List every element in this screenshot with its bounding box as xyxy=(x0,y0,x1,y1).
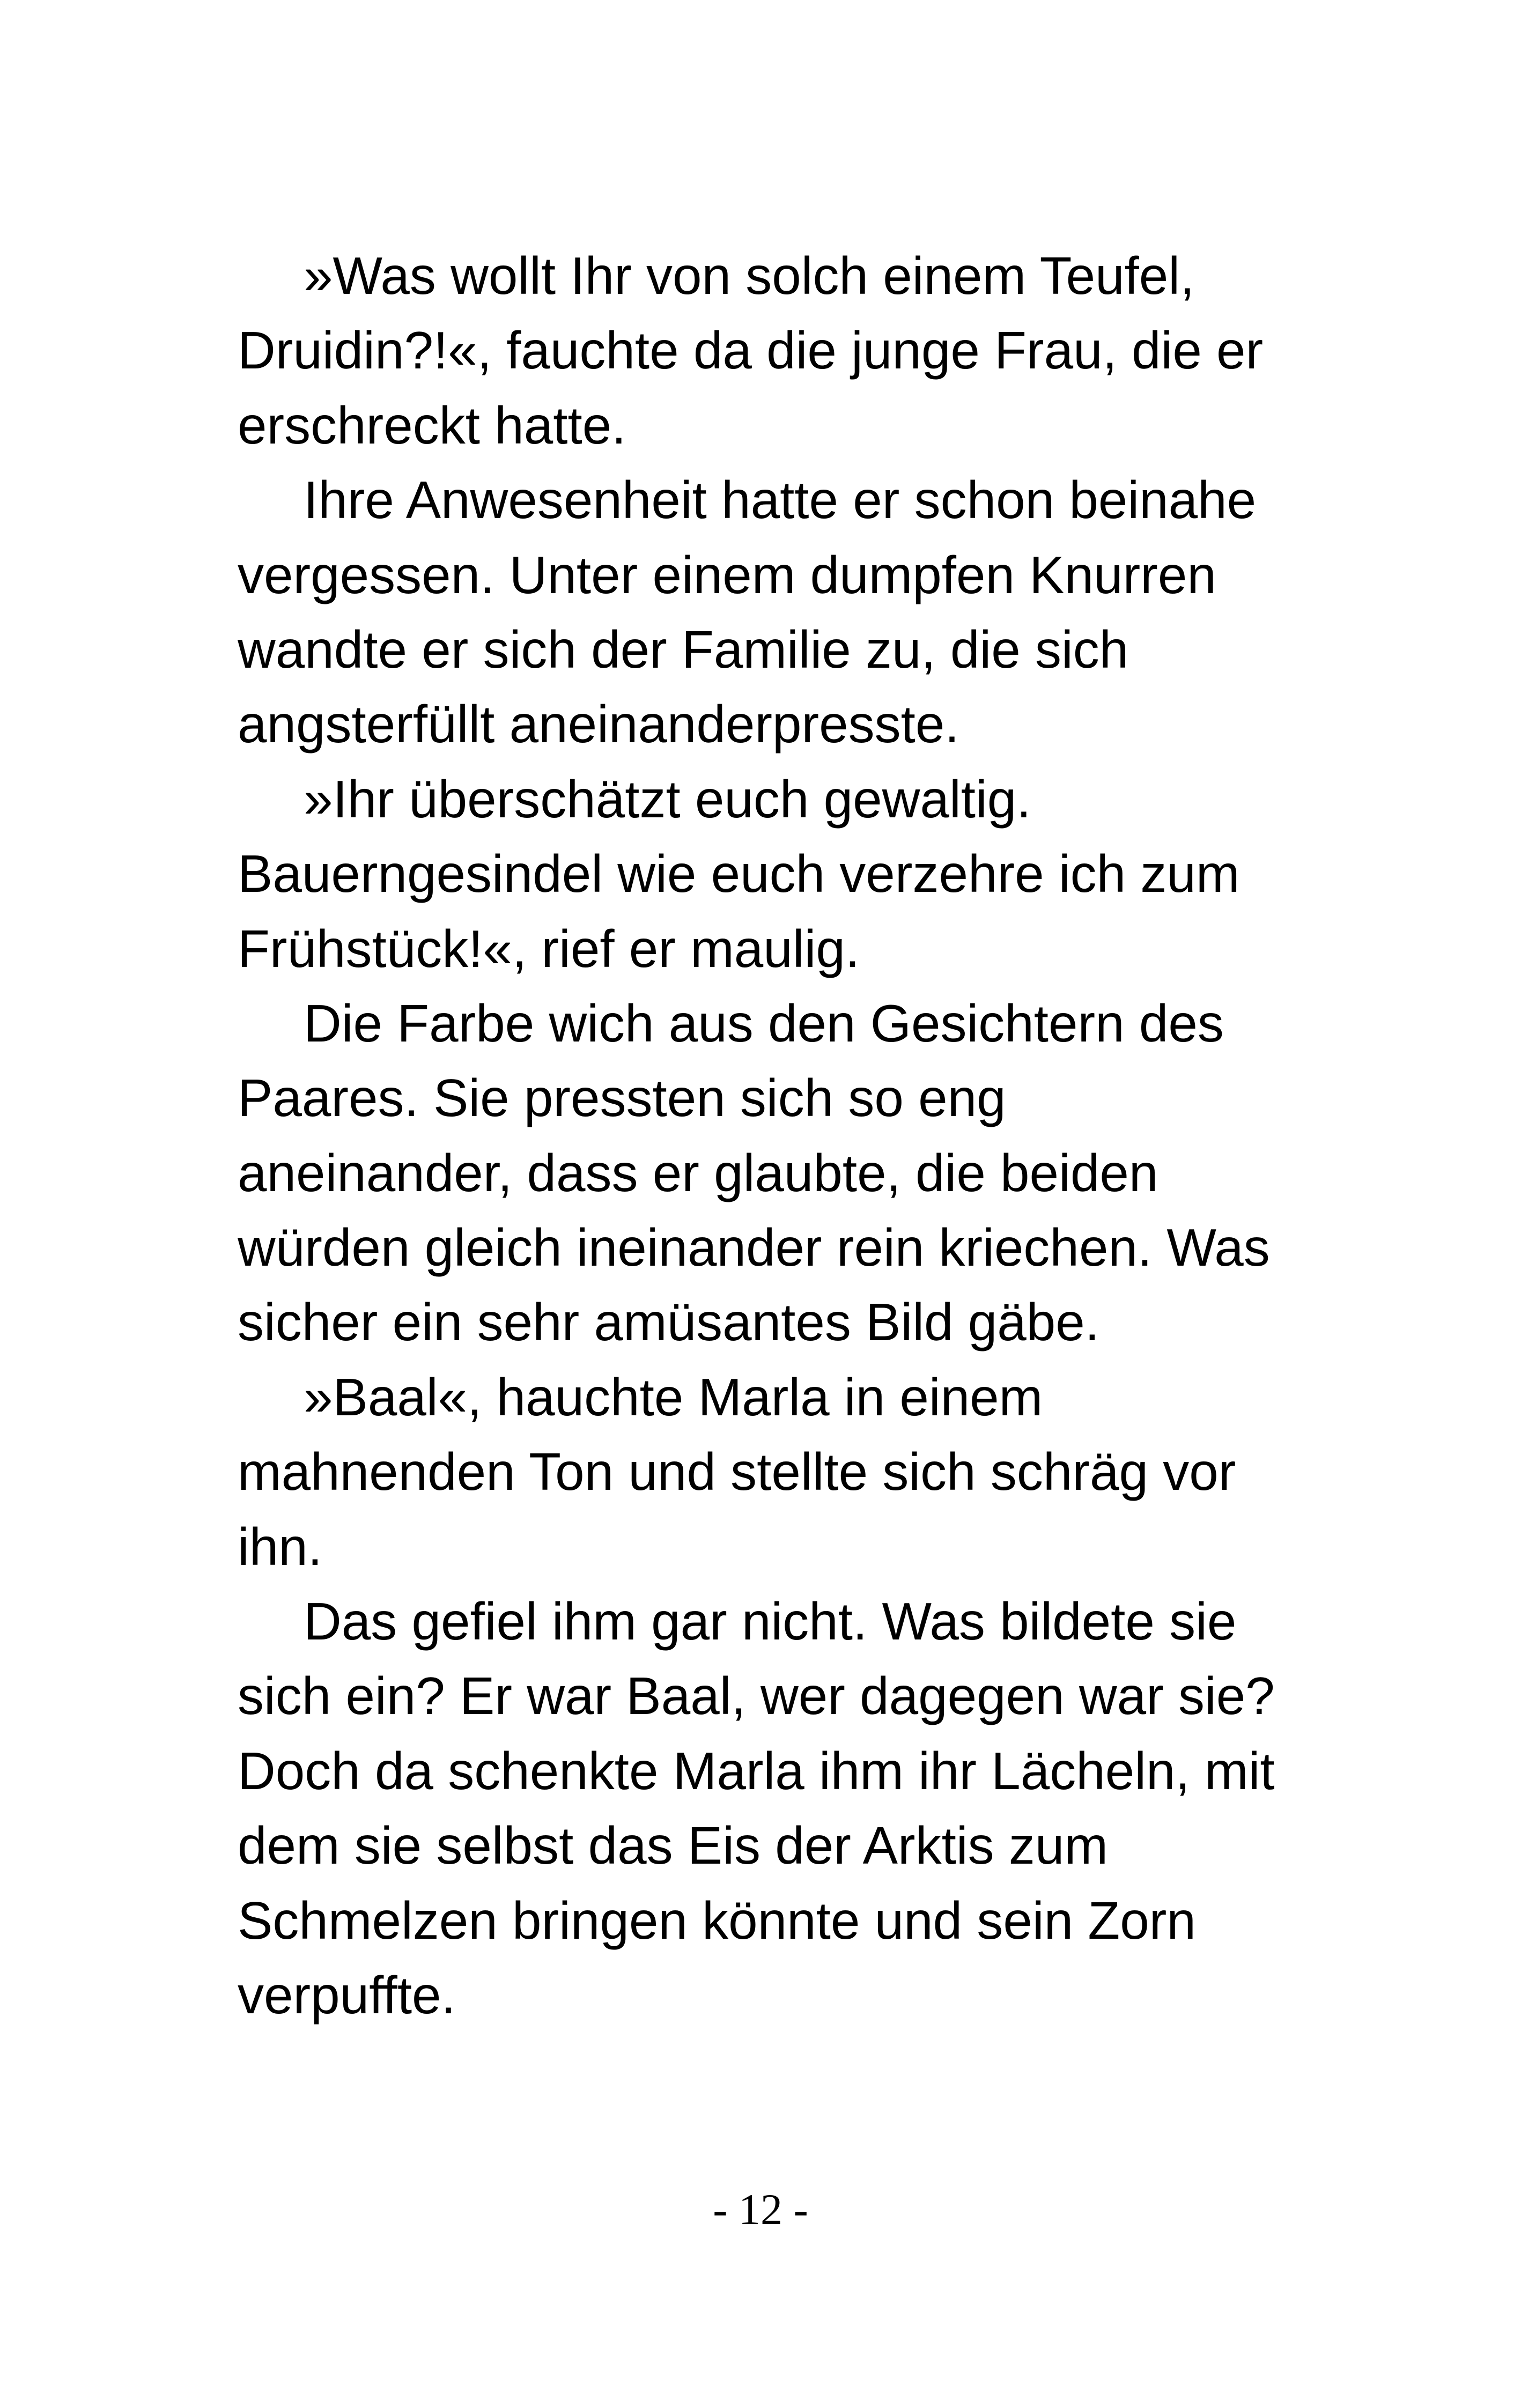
text-line: Ihre Anwesenheit hatte er schon beinahe xyxy=(304,470,1257,530)
text-line: wandte er sich der Familie zu, die sich xyxy=(238,619,1129,679)
text-line: Druidin?!«, fauchte da die junge Frau, die er xyxy=(238,321,1264,380)
text-line: würden gleich ineinander rein kriechen. Was xyxy=(238,1218,1270,1277)
paragraph xyxy=(238,1360,1305,1584)
text-line: Paares. Sie pressten sich so eng xyxy=(238,1068,1006,1128)
paragraph xyxy=(238,463,1305,762)
text-line: Frühstück!«, rief er maulig. xyxy=(238,919,860,978)
text-line: »Was wollt Ihr von solch einem Teufel, xyxy=(304,246,1195,305)
text-line: sich ein? Er war Baal, wer dagegen war sie? xyxy=(238,1666,1275,1726)
body-text xyxy=(238,239,1305,2033)
text-line: »Baal«, hauchte Marla in einem xyxy=(304,1367,1043,1427)
text-line: »Ihr überschätzt euch gewaltig. xyxy=(304,769,1031,829)
page-number: - 12 - xyxy=(713,2185,808,2234)
paragraph xyxy=(238,239,1305,463)
text-line: mahnenden Ton und stellte sich schräg vor xyxy=(238,1442,1236,1502)
text-line: Bauerngesindel wie euch verzehre ich zum xyxy=(238,844,1240,904)
text-line: Doch da schenkte Marla ihm ihr Lächeln, mit xyxy=(238,1741,1275,1800)
text-line: aneinander, dass er glaubte, die beiden xyxy=(238,1143,1158,1202)
text-line: sicher ein sehr amüsantes Bild gäbe. xyxy=(238,1292,1099,1352)
paragraph xyxy=(238,1584,1305,2033)
text-line: vergessen. Unter einem dumpfen Knurren xyxy=(238,545,1216,604)
text-line: Schmelzen bringen könnte und sein Zorn xyxy=(238,1890,1196,1950)
text-line: erschreckt hatte. xyxy=(238,395,626,455)
text-line: dem sie selbst das Eis der Arktis zum xyxy=(238,1816,1109,1875)
text-line: ihn. xyxy=(238,1517,323,1576)
text-line: Das gefiel ihm gar nicht. Was bildete sie xyxy=(304,1592,1237,1651)
text-line: angsterfüllt aneinanderpresste. xyxy=(238,695,959,754)
paragraph xyxy=(238,762,1305,986)
text-line: Die Farbe wich aus den Gesichtern des xyxy=(304,993,1224,1053)
paragraph xyxy=(238,986,1305,1360)
text-line: verpuffte. xyxy=(238,1965,456,2025)
